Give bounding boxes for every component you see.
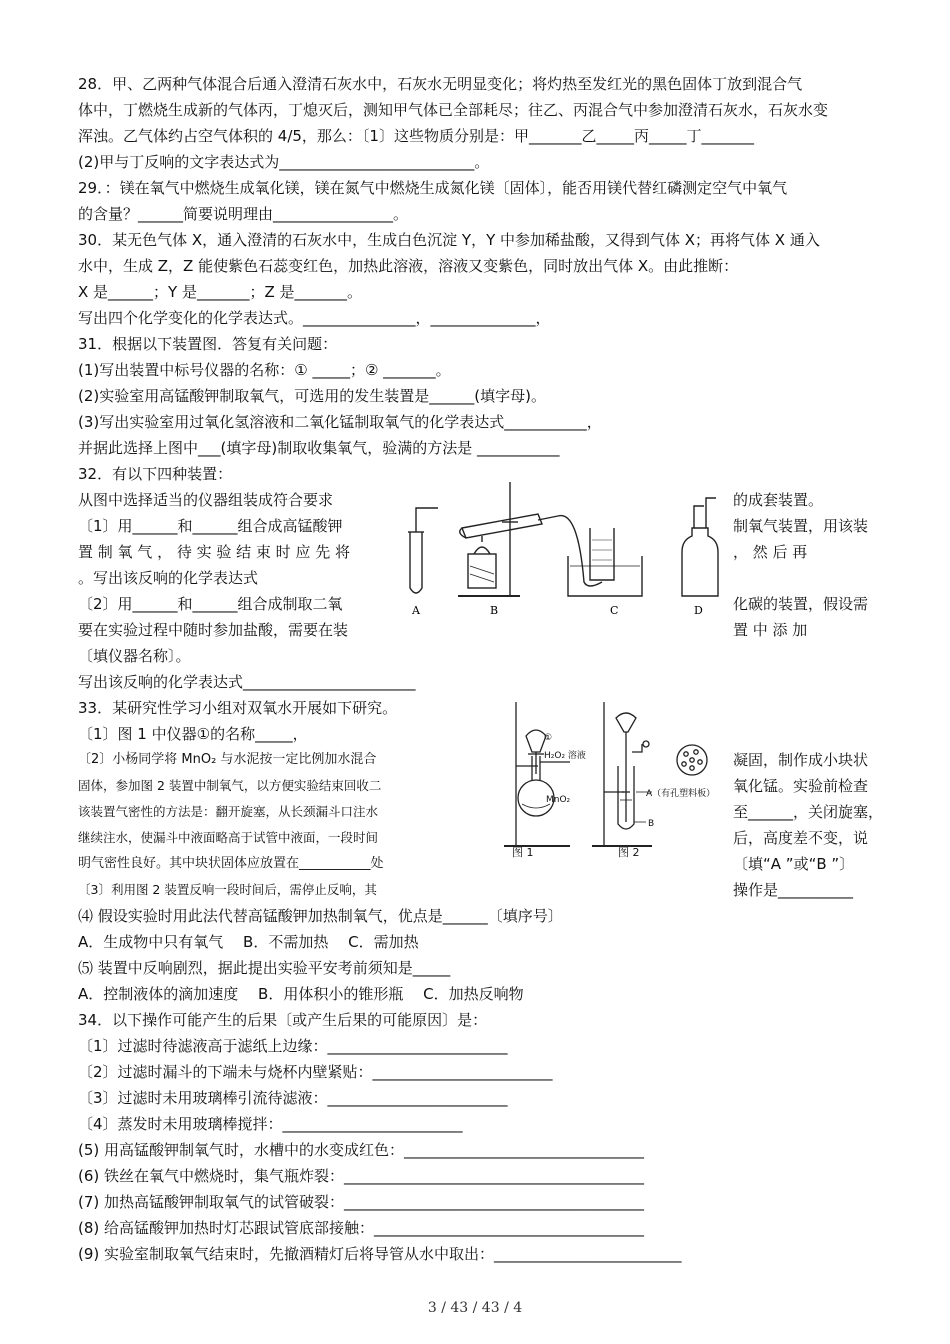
q30-line-1: 30．某无色气体 X，通入澄清的石灰水中，生成白色沉淀 Y，Y 中参加稀盐酸，又得到气体 X；再将气体 X 通入 — [78, 231, 820, 249]
apparatus-d — [682, 498, 718, 596]
q34-line-10: (9) 实验室制取氧气结束时，先撤酒精灯后将导管从水中取出：_________________________ — [78, 1245, 682, 1263]
q32-line-7b: 置 中 添 加 — [733, 621, 808, 639]
q34-line-7: (6) 铁丝在氧气中燃烧时，集气瓶炸裂：________________________________________ — [78, 1167, 645, 1185]
q33-line-11: ⑸ 装置中反响剧烈，据此提出实验平安考前须知是_____ — [78, 959, 451, 977]
q33-line-7a: 明气密性良好。其中块状固体应放置在___________处 — [78, 856, 384, 871]
q32-line-4b: ， 然 后 再 — [733, 543, 808, 561]
fig2-a-label: A（有孔塑料板） — [646, 789, 716, 799]
q32-line-2b: 的成套装置。 — [733, 491, 824, 509]
q31-line-5: 并据此选择上图中___(填字母)制取收集氧气，验满的方法是 ___________ — [78, 439, 560, 457]
q34-line-9: (8) 给高锰酸钾加热时灯芯跟试管底部接触：____________________________________ — [78, 1219, 645, 1237]
apparatus-b — [458, 482, 558, 596]
q33-line-5b: 至______，关闭旋塞， — [733, 803, 884, 821]
q31-line-2: (1)写出装置中标号仪器的名称：① _____；② _______。 — [78, 361, 451, 379]
q33-line-4a: 固体，参加图 2 装置中制氧气，以方便实验结束回收二 — [78, 778, 382, 793]
q32-line-7a: 要在实验过程中随时参加盐酸，需要在装 — [78, 621, 349, 639]
q33-line-9: ⑷ 假设实验时用此法代替高锰酸钾加热制氧气，优点是______〔填序号〕 — [78, 907, 563, 925]
q30-line-4: 写出四个化学变化的化学表达式。_______________，______________， — [78, 309, 551, 327]
fig1-mno2-label: MnO₂ — [546, 795, 571, 805]
q34-line-6: (5) 用高锰酸钾制氧气时，水槽中的水变成红色：________________________________ — [78, 1141, 645, 1159]
page-footer: 3 / 43 / 43 / 4 — [427, 1300, 523, 1316]
q34-line-5: 〔4〕蒸发时未用玻璃棒搅拌：________________________ — [78, 1115, 463, 1133]
q31-line-1: 31．根据以下装置图．答复有关问题： — [78, 335, 338, 353]
fig2-caption: 图 2 — [618, 846, 640, 859]
q33-line-3b: 凝固，制作成小块状 — [733, 751, 869, 769]
q34-line-1: 34．以下操作可能产生的后果〔或产生后果的可能原因〕是： — [78, 1011, 488, 1029]
q28-line-1: 28．甲、乙两种气体混合后通入澄清石灰水中，石灰水无明显变化；将灼热至发红光的黑色固体丁放到混合气 — [78, 75, 803, 93]
q33-line-4b: 氧化锰。实验前检查 — [733, 777, 869, 795]
q31-line-4: (3)写出实验室用过氧化氢溶液和二氧化锰制取氧气的化学表达式___________， — [78, 413, 602, 431]
q32-line-2a: 从图中选择适当的仪器组装成符合要求 — [78, 491, 334, 509]
q33-line-10: A．生成物中只有氧气 B．不需加热 C．需加热 — [78, 933, 419, 951]
q32-line-1: 32．有以下四种装置： — [78, 465, 233, 483]
figure-1-2 — [486, 696, 726, 868]
q33-line-1: 33．某研究性学习小组对双氧水开展如下研究。 — [78, 699, 398, 717]
apparatus-a — [408, 508, 438, 593]
q32-line-6a: 〔2〕用______和______组合成制取二氧 — [78, 595, 343, 613]
q33-line-8b: 操作是__________ — [733, 881, 854, 899]
q28-line-4: (2)甲与丁反响的文字表达式为__________________________。 — [78, 153, 490, 171]
figure-1-apparatus — [504, 702, 570, 846]
q30-line-2: 水中，生成 Z，Z 能使紫色石蕊变红色，加热此溶液，溶液又变紫色，同时放出气体 X。由此推断： — [78, 257, 739, 275]
q33-line-5a: 该装置气密性的方法是：翻开旋塞，从长颈漏斗口注水 — [78, 804, 379, 819]
q33-line-3a: 〔2〕小杨同学将 MnO₂ 与水泥按一定比例加水混合 — [78, 752, 377, 767]
label-d: D — [694, 604, 703, 617]
q30-line-3: X 是______；Y 是_______；Z 是_______。 — [78, 283, 363, 301]
q29-line-2: 的含量？______简要说明理由________________。 — [78, 205, 409, 223]
q33-line-7b: 〔填“A ”或“B ”〕 — [733, 855, 855, 873]
q32-line-8a: 〔填仪器名称〕。 — [78, 647, 191, 665]
q34-line-4: 〔3〕过滤时未用玻璃棒引流待滤液：________________________ — [78, 1089, 508, 1107]
q33-line-2: 〔1〕图 1 中仪器①的名称_____， — [78, 725, 308, 743]
q33-line-8a: 〔3〕利用图 2 装置反响一段时间后，需停止反响，其 — [78, 882, 377, 897]
q32-line-5a: 。写出该反响的化学表达式 — [78, 569, 259, 587]
q29-line-1: 29．：镁在氧气中燃烧生成氧化镁，镁在氮气中燃烧生成氮化镁〔固体〕，能否用镁代替红磷测定空气中氧气 — [78, 179, 788, 197]
fig1-h2o2-label: H₂O₂ 溶液 — [544, 751, 586, 761]
fig1-caption: 图 1 — [512, 846, 534, 859]
q32-line-3b: 制氧气装置，用该装 — [733, 517, 869, 535]
q33-line-6b: 后，高度差不变，说 — [733, 829, 869, 847]
q28-line-2: 体中，丁燃烧生成新的气体丙，丁熄灭后，测知甲气体已全部耗尽；往乙、丙混合气中参加澄清石灰水，石灰水变 — [78, 101, 829, 119]
q32-line-6b: 化碳的装置，假设需 — [733, 595, 869, 613]
fig2-b-label: B — [648, 819, 655, 829]
q34-line-8: (7) 加热高锰酸钾制取氧气的试管破裂：________________________________________ — [78, 1193, 645, 1211]
q32-line-9: 写出该反响的化学表达式_______________________ — [78, 673, 416, 691]
q33-line-6a: 继续注水，使漏斗中液面略高于试管中液面，一段时间 — [78, 830, 379, 845]
q31-line-3: (2)实验室用高锰酸钾制取氧气，可选用的发生装置是______(填字母)。 — [78, 387, 546, 405]
q34-line-2: 〔1〕过滤时待滤液高于滤纸上边缘：________________________ — [78, 1037, 508, 1055]
q28-line-3: 浑浊。乙气体约占空气体积的 4/5，那么：〔1〕这些物质分别是：甲_______乙_____丙_____丁_______ — [78, 127, 754, 145]
q32-line-3a: 〔1〕用______和______组合成高锰酸钾 — [78, 517, 343, 535]
q32-line-4a: 置 制 氧 气 ， 待 实 验 结 束 时 应 先 将 — [78, 543, 350, 561]
label-c: C — [610, 604, 619, 617]
q33-line-12: A．控制液体的滴加速度 B．用体积小的锥形瓶 C．加热反响物 — [78, 985, 524, 1003]
figure-2-apparatus — [592, 702, 655, 846]
fig1-circle-label: ① — [544, 733, 553, 743]
porous-plate-icon — [677, 745, 707, 775]
apparatus-c — [558, 516, 642, 596]
q34-line-3: 〔2〕过滤时漏斗的下端未与烧杯内壁紧贴：________________________ — [78, 1063, 553, 1081]
label-a: A — [412, 604, 420, 617]
apparatus-figure — [398, 470, 723, 620]
label-b: B — [490, 604, 499, 617]
